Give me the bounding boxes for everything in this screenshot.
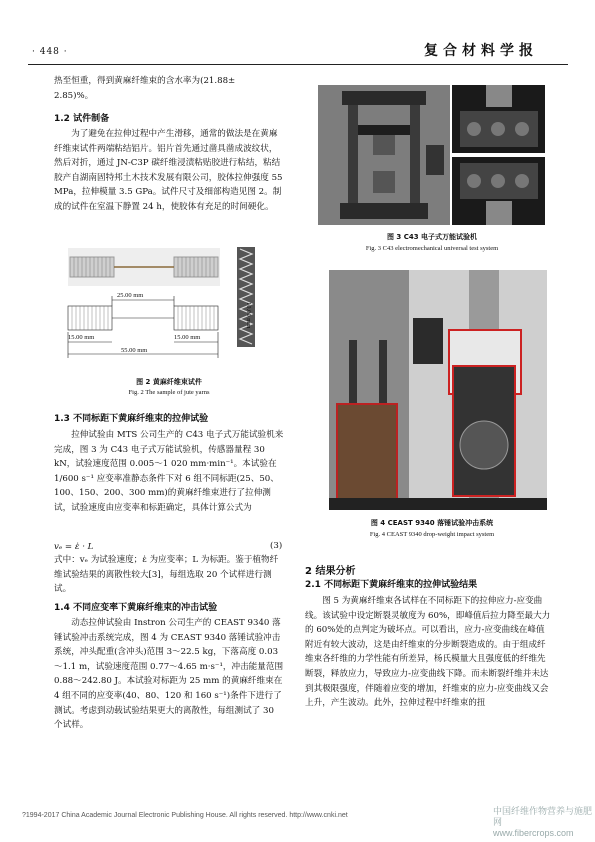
section-1-2-body [54, 127, 284, 215]
para-after-equation: 式中：vₑ 为试验速度；ε̇ 为应变率；L 为标距。鉴于植物纤维试验结果的离散性较大[3]，每组选取 20 个试样进行测试。 [54, 555, 279, 595]
copyright-footer: ?1994-2017 China Academic Journal Electronic Publishing House. All rights reserved. http://www.cnki.net [22, 812, 348, 819]
para-after-equation-block [54, 553, 284, 597]
section-2-1-body [305, 594, 551, 711]
section-2-1-heading: 2.1 不同标距下黄麻纤维束的拉伸试验结果 [305, 580, 478, 590]
fig3-lower-grip-photo [452, 157, 545, 225]
fig4-caption-en: Fig. 4 CEAST 9340 drop-weight impact system [369, 531, 495, 538]
section-1-2-heading: 1.2 试件制备 [54, 114, 110, 124]
fig4-impact-system-photo [329, 270, 547, 510]
section-1-3-body [54, 428, 284, 516]
section-1-3-heading: 1.3 不同标距下黄麻纤维束的拉伸试验 [54, 414, 209, 424]
fig3-machine-drawing [318, 85, 450, 225]
para-top-line2: 2.85)%。 [54, 90, 94, 101]
section-2-heading: 2 结果分析 [305, 566, 356, 577]
watermark-line-1: 中国纤维作物营养与施肥网 [493, 806, 593, 827]
para-1-2: 为了避免在拉伸过程中产生滑移，通常的做法是在黄麻纤维束试件两端粘结铝片。铝片首先通过凿具凿成波纹状，然后对折，通过 JN-C3P 碳纤维浸渍粘贴胶进行粘结，粘结胶产自湖南固特邦土木技术发展有限公司，胶体拉伸强度 55 MPa，拉伸模量 3.5 GPa。试件尺寸及细部构造见图 2。制成的试件在室温下静置 24 h，使胶体有充足的时间硬化。 [54, 129, 283, 212]
fig2-dim-15-right: 15.00 mm [174, 334, 201, 341]
fig2-dim-25: 25.00 mm [117, 292, 144, 299]
fig3-upper-grip-drawing [452, 85, 545, 153]
fig2-dimension-drawing [64, 290, 264, 365]
fig2-dim-55: 55.00 mm [121, 347, 148, 354]
left-top-text [54, 74, 284, 103]
fig3-machine-photo [318, 85, 450, 225]
equation-3: vₑ = ε̇ · L [54, 542, 94, 552]
watermark [493, 806, 595, 839]
fig2-sample-photo [68, 248, 220, 286]
page-number: · 448 · [32, 47, 68, 57]
section-1-4-heading: 1.4 不同应变率下黄麻纤维束的冲击试验 [54, 603, 218, 613]
fig3-lower-grip-drawing [452, 157, 545, 225]
fig2-dim-10: 10.00 mm [245, 302, 252, 329]
para-1-3: 拉伸试验由 MTS 公司生产的 C43 电子式万能试验机来完成，图 3 为 C43 电子式万能试验机，传感器量程 30 kN，试验速度范围 0.005～1 020 mm·min⁻¹。本试验在 1/600 s⁻¹ 应变率准静态条件下对 6 组不同标距(25、50、100、150、200、300 mm)的黄麻纤维束进行了拉伸测试，试验速度由应变率和标距确定，具体计算公式为 [54, 430, 284, 513]
para-1-4: 动态拉伸试验由 Instron 公司生产的 CEAST 9340 落锤试验冲击系统完成，图 4 为 CEAST 9340 落锤试验冲击系统，冲头配重(含冲头)范围 3～22.5 kg，下落高度 0.03～1.1 m，试验速度范围 0.77～4.65 m·s⁻¹，冲击能量范围 0.88～242.80 J。本试验对标距为 25 mm 的黄麻纤维束在 4 组不同的应变率(40、80、120 和 160 s⁻¹)条件下进行了测试。考虑到动载试验结果更大的离散性，每组测试了 30 个试样。 [54, 618, 284, 731]
fig4-caption-cn: 图 4 CEAST 9340 落锤试验冲击系统 [370, 519, 494, 527]
para-top-line1: 热至恒重，得到黄麻纤维束的含水率为(21.88± [54, 76, 236, 86]
journal-title: 复合材料学报 [424, 43, 538, 59]
section-1-4-body [54, 616, 284, 733]
fig3-caption-en: Fig. 3 C43 electromechanical universal test system [365, 245, 499, 252]
equation-number: (3) [270, 541, 283, 551]
fig2-dim-15-left: 15.00 mm [68, 334, 95, 341]
fig3-caption-cn: 图 3 C43 电子式万能试验机 [386, 233, 478, 241]
header-rule [28, 64, 568, 65]
fig3-upper-grip-photo [452, 85, 545, 153]
watermark-line-2: www.fibercrops.com [493, 828, 574, 838]
para-2-1: 图 5 为黄麻纤维束各试样在不同标距下的拉伸应力-应变曲线。该试验中设定断裂灵敏度为 60%，即峰值后拉力降至最大力的 60%处的点判定为破坏点。可以看出，应力-应变曲线在峰值附近有较大波动，这是由纤维束的分步断裂造成的。由于组成纤维束各纤维的力学性能有所差异，杨氏模量大且强度低的纤维先断裂，释放应力，导致应力-应变曲线下降。而未断裂纤维并未达到其极限强度，伴随着应变的增加，纤维束的应力-应变曲线又会上升，产生波动。此外，拉伸过程中纤维束的扭 [305, 596, 551, 709]
fig4-impact-system-drawing [329, 270, 547, 510]
fig2-caption-en: Fig. 2 The sample of jute yarns [128, 389, 210, 396]
fig2-caption-cn: 图 2 黄麻纤维束试件 [136, 378, 202, 386]
fig2-sample-drawing [68, 248, 220, 286]
